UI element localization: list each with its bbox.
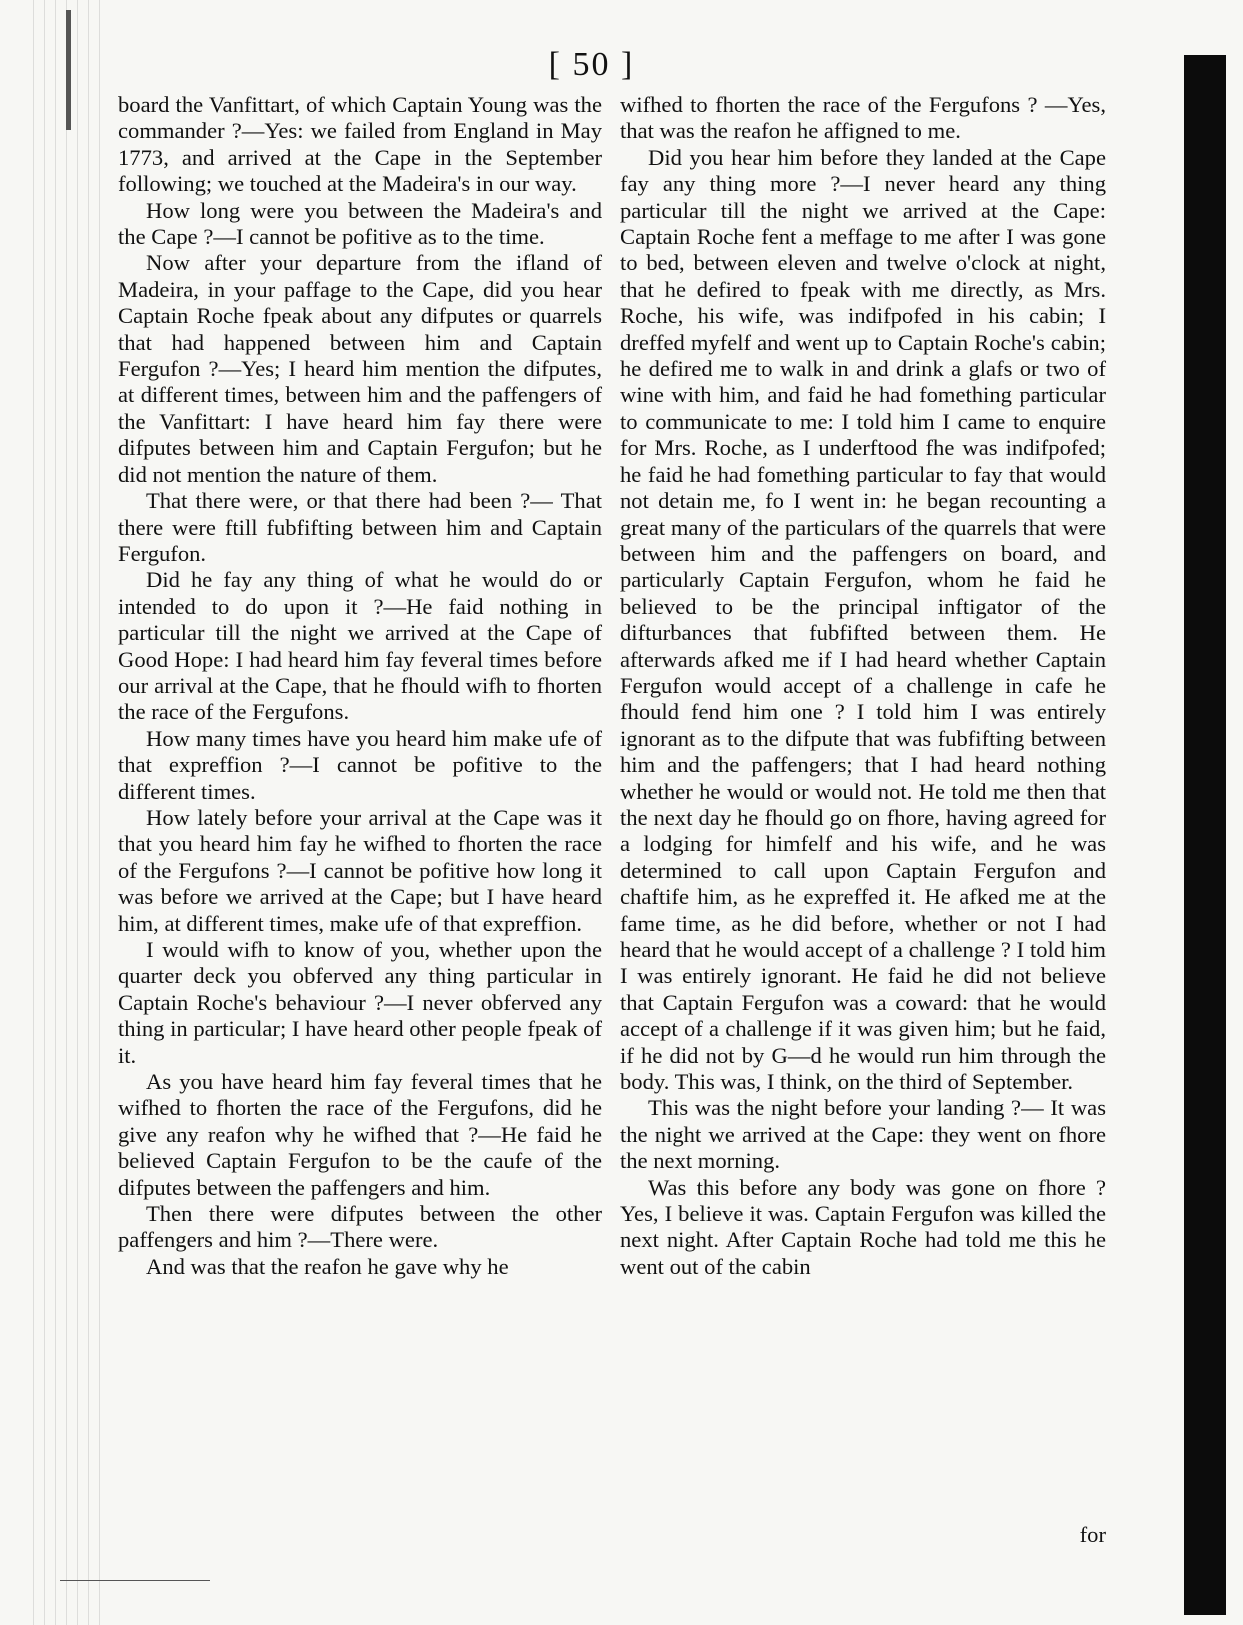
paragraph: Did you hear him before they landed at the Cape fay any thing more ?—I never heard any thing particular till the night we arrived at the Cape: Captain Roche fent a meffage to me after I was gone to bed, between eleven and twelve o'clock at night, that he defired to fpeak with me directly, as Mrs. Roche, his wife, was indifpofed in his cabin; I dreffed myfelf and went up to Captain Roche's cabin; he defired me to walk in and drink a glafs or two of wine with him, and faid he had fomething particular to communicate to me: I told him I came to enquire for Mrs. Roche, as I underftood fhe was indifpofed; he faid he had fomething particular to fay that would not detain me, fo I went in: he began recounting a great many of the particulars of the quarrels that were between him and the paffengers on board, and particularly Captain Fergufon, whom he faid he believed to be the principal inftigator of the difturbances that fubfifted between them. He afterwards afked me if I had heard whether Captain Fergufon would accept of a challenge in cafe he fhould fend him one ? I told him I was entirely ignorant as to the difpute that was fubfifting between him and the paffengers; that I had heard nothing whether he would or would not. He told me then that the next day he fhould go on fhore, having agreed for a lodging for himfelf and his wife, and he was determined to call upon Captain Fergufon and chaftife him, as he expreffed it. He afked me at the fame time, as he did before, whether or not I had heard that he would accept of a challenge ? I told him I was entirely ignorant. He faid he did not believe that Captain Fergufon was a coward: that he would accept of a challenge if it was given him; but he faid, if he did not by G—d he would run him through the body. This was, I think, on the third of September. [620, 144, 1106, 1095]
paragraph: How long were you between the Madeira's and the Cape ?—I cannot be pofitive as to the time. [118, 197, 602, 250]
paragraph: This was the night before your landing ?— It was the night we arrived at the Cape: they went on fhore the next morning. [620, 1095, 1106, 1174]
paragraph: How many times have you heard him make ufe of that expreffion ?—I cannot be pofitive to the different times. [118, 725, 602, 804]
paragraph: wifhed to fhorten the race of the Fergufons ? —Yes, that was the reafon he affigned to me. [620, 92, 1106, 144]
paragraph: Did he fay any thing of what he would do or intended to do upon it ?—He faid nothing in particular till the night we arrived at the Cape of Good Hope: I had heard him fay feveral times before our arrival at the Cape, that he fhould wifh to fhorten the race of the Fergufons. [118, 567, 602, 725]
left-column [118, 92, 602, 1280]
paragraph: And was that the reafon he gave why he [146, 1253, 509, 1279]
paragraph: I would wifh to know of you, whether upon the quarter deck you obferved any thing particular in Captain Roche's behaviour ?—I never obferved any thing in particular; I have heard other people fpeak of it. [118, 937, 602, 1068]
paragraph: board the Vanfittart, of which Captain Young was the commander ?—Yes: we failed from England in May 1773, and arrived at the Cape in the September following; we touched at the Madeira's in our way. [118, 92, 602, 197]
paragraph: How lately before your arrival at the Cape was it that you heard him fay he wifhed to fhorten the race of the Fergufons ?—I cannot be pofitive how long it was before we arrived at the Cape; but I have heard him, at different times, make ufe of that expreffion. [118, 804, 602, 936]
paragraph: That there were, or that there had been ?— That there were ftill fubfifting between him and Captain Fergufon. [118, 488, 602, 566]
right-column [620, 92, 1106, 1280]
page-number: [ 50 ] [548, 46, 635, 83]
footer-rule [60, 1580, 210, 1581]
catchword: for [1079, 1522, 1106, 1547]
scan-border-bar [1184, 55, 1226, 1615]
paragraph: Was this before any body was gone on fhore ? Yes, I believe it was. Captain Fergufon was killed the next night. After Captain Roche had told me this he went out of the cabin [620, 1174, 1106, 1279]
paragraph: Now after your departure from the ifland of Madeira, in your paffage to the Cape, did you hear Captain Roche fpeak about any difputes or quarrels that had happened between him and Captain Fergufon ?—Yes; I heard him mention the difputes, at different times, between him and the paffengers of the Vanfittart: I have heard him fay there were difputes between him and Captain Fergufon; but he did not mention the nature of them. [118, 250, 602, 487]
page-binding-edge [28, 0, 100, 1625]
paragraph: Then there were difputes between the other paffengers and him ?—There were. [118, 1201, 602, 1253]
paragraph: As you have heard him fay feveral times that he wifhed to fhorten the race of the Fergufons, did he give any reafon why he wifhed that ?—He faid he believed Captain Fergufon to be the caufe of the difputes between the paffengers and him. [118, 1069, 602, 1200]
